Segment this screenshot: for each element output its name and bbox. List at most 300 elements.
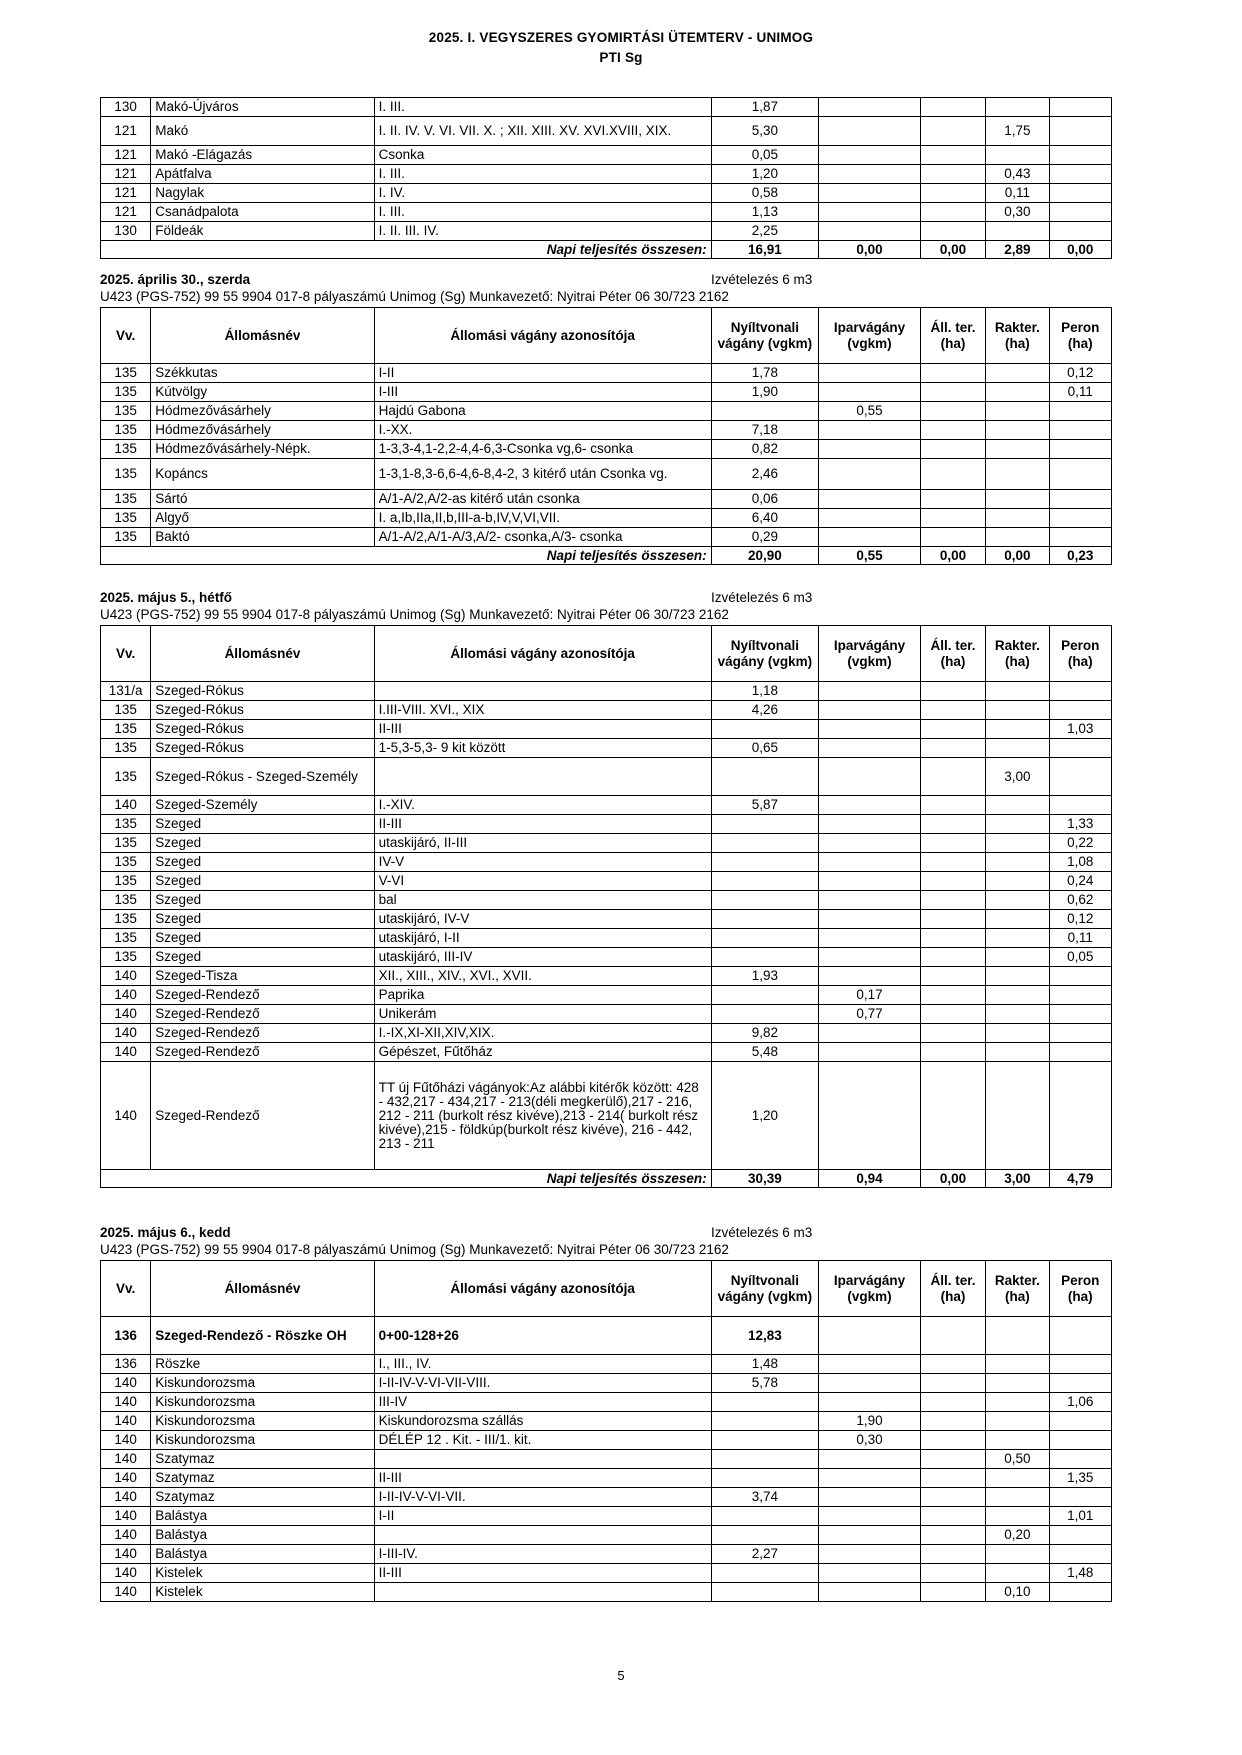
cell-track-id: I.-XIV.	[374, 796, 711, 815]
day-date: 2025. április 30., szerda	[100, 272, 251, 287]
cell-yard-area	[986, 910, 1049, 929]
cell-station-name: Balástya	[151, 1507, 374, 1526]
cell-line-km: 1,20	[711, 165, 819, 184]
cell-line-number: 135	[101, 440, 151, 459]
cell-yard-area	[986, 1317, 1049, 1355]
cell-station-name: Szeged-Tisza	[151, 967, 374, 986]
cell-track-id: I-III	[374, 383, 711, 402]
cell-line-number: 130	[101, 98, 151, 117]
cell-station-name: Szeged	[151, 948, 374, 967]
cell-station-area	[920, 1317, 985, 1355]
cell-track-id: III-IV	[374, 1393, 711, 1412]
cell-track-id: Kiskundorozsma szállás	[374, 1412, 711, 1431]
cell-station-name: Földeák	[151, 222, 374, 241]
cell-yard-area	[986, 509, 1049, 528]
cell-industrial-km	[819, 165, 921, 184]
cell-industrial-km	[819, 1062, 921, 1170]
cell-yard-area	[986, 383, 1049, 402]
cell-station-area	[920, 910, 985, 929]
cell-station-area	[920, 1393, 985, 1412]
cell-industrial-km	[819, 490, 921, 509]
cell-industrial-km	[819, 815, 921, 834]
daily-total-value: 0,00	[986, 547, 1049, 565]
schedule-table	[100, 625, 1112, 1188]
table-row	[101, 1488, 1112, 1507]
cell-yard-area	[986, 1507, 1049, 1526]
table-row	[101, 1450, 1112, 1469]
daily-total-row	[101, 241, 1112, 259]
cell-line-km: 0,82	[711, 440, 819, 459]
cell-line-km	[711, 834, 819, 853]
cell-yard-area	[986, 146, 1049, 165]
cell-platform-area: 1,35	[1049, 1469, 1111, 1488]
cell-yard-area	[986, 490, 1049, 509]
cell-line-number: 135	[101, 929, 151, 948]
table-row	[101, 440, 1112, 459]
cell-platform-area	[1049, 1545, 1111, 1564]
cell-platform-area	[1049, 701, 1111, 720]
cell-line-number: 121	[101, 184, 151, 203]
daily-total-value: 0,00	[819, 241, 921, 259]
cell-station-name: Makó -Elágazás	[151, 146, 374, 165]
table-row	[101, 490, 1112, 509]
table-row	[101, 872, 1112, 891]
cell-station-area	[920, 402, 985, 421]
cell-line-km: 2,25	[711, 222, 819, 241]
cell-yard-area	[986, 1005, 1049, 1024]
cell-track-id: I-III-IV.	[374, 1545, 711, 1564]
cell-line-km: 1,93	[711, 967, 819, 986]
cell-platform-area	[1049, 967, 1111, 986]
cell-platform-area	[1049, 421, 1111, 440]
cell-station-name: Szeged	[151, 834, 374, 853]
cell-station-name: Szeged-Rendező	[151, 1043, 374, 1062]
cell-line-km	[711, 1507, 819, 1526]
cell-station-area	[920, 1355, 985, 1374]
cell-station-area	[920, 1043, 985, 1062]
cell-station-area	[920, 1564, 985, 1583]
cell-track-id: I. II. III. IV.	[374, 222, 711, 241]
cell-line-km: 3,74	[711, 1488, 819, 1507]
document-title: 2025. I. VEGYSZERES GYOMIRTÁSI ÜTEMTERV - UNIMOG	[428, 30, 814, 45]
cell-line-km: 0,05	[711, 146, 819, 165]
cell-industrial-km	[819, 1507, 921, 1526]
cell-yard-area	[986, 1062, 1049, 1170]
cell-platform-area	[1049, 739, 1111, 758]
cell-line-number: 140	[101, 1431, 151, 1450]
cell-station-area	[920, 528, 985, 547]
cell-track-id: I-II	[374, 1507, 711, 1526]
table-row	[101, 910, 1112, 929]
cell-line-number: 121	[101, 117, 151, 146]
cell-track-id: utaskijáró, II-III	[374, 834, 711, 853]
header-track-id: Állomási vágány azonosítója	[374, 1261, 711, 1317]
header-industrial-track: Iparvágány (vgkm)	[819, 1261, 921, 1317]
cell-yard-area	[986, 364, 1049, 383]
cell-station-name: Szeged	[151, 853, 374, 872]
table-row	[101, 701, 1112, 720]
cell-station-name: Szatymaz	[151, 1469, 374, 1488]
cell-industrial-km	[819, 891, 921, 910]
schedule-table	[100, 97, 1112, 259]
cell-platform-area: 0,24	[1049, 872, 1111, 891]
cell-track-id	[374, 1526, 711, 1545]
cell-industrial-km	[819, 834, 921, 853]
schedule-section-apr30	[100, 307, 1112, 565]
cell-track-id: TT új Fűtőházi vágányok:Az alábbi kitérők között: 428 - 432,217 - 434,217 - 213(déli megkerülő),217 - 216, 212 - 211 (burkolt rész kivéve),213 - 214( burkolt rész kivéve),215 - földkúp(burkolt rész kivéve), 216 - 442, 213 - 211	[374, 1062, 711, 1170]
header-station-area: Áll. ter. (ha)	[920, 308, 985, 364]
cell-station-area	[920, 421, 985, 440]
cell-track-id: II-III	[374, 720, 711, 739]
cell-platform-area: 1,03	[1049, 720, 1111, 739]
header-platform: Peron (ha)	[1049, 308, 1111, 364]
cell-line-km: 1,18	[711, 682, 819, 701]
cell-station-name: Szeged	[151, 891, 374, 910]
cell-industrial-km: 0,17	[819, 986, 921, 1005]
cell-track-id: I-II-IV-V-VI-VII.	[374, 1488, 711, 1507]
cell-station-area	[920, 1526, 985, 1545]
cell-station-name: Szeged-Rókus	[151, 739, 374, 758]
cell-industrial-km	[819, 1469, 921, 1488]
cell-line-km: 5,87	[711, 796, 819, 815]
cell-platform-area: 0,22	[1049, 834, 1111, 853]
schedule-section-may6	[100, 1260, 1112, 1602]
crew-info: U423 (PGS-752) 99 55 9904 017-8 pályaszámú Unimog (Sg) Munkavezető: Nyitrai Péter 06 30/723 2162	[100, 289, 729, 304]
refill-note: Izvételezés 6 m3	[711, 590, 813, 605]
cell-industrial-km	[819, 440, 921, 459]
cell-track-id	[374, 682, 711, 701]
cell-station-area	[920, 383, 985, 402]
cell-line-km: 0,65	[711, 739, 819, 758]
table-row	[101, 853, 1112, 872]
cell-yard-area: 0,30	[986, 203, 1049, 222]
cell-station-name: Szeged	[151, 929, 374, 948]
cell-yard-area: 3,00	[986, 758, 1049, 796]
cell-station-area	[920, 796, 985, 815]
cell-track-id: DÉLÉP 12 . Kit. - III/1. kit.	[374, 1431, 711, 1450]
cell-station-name: Kiskundorozsma	[151, 1431, 374, 1450]
cell-station-area	[920, 146, 985, 165]
cell-station-area	[920, 509, 985, 528]
cell-track-id	[374, 1583, 711, 1602]
cell-industrial-km	[819, 739, 921, 758]
cell-platform-area	[1049, 203, 1111, 222]
cell-line-km	[711, 872, 819, 891]
document-subtitle: PTI Sg	[599, 50, 643, 65]
cell-station-name: Kistelek	[151, 1564, 374, 1583]
cell-platform-area	[1049, 1450, 1111, 1469]
cell-station-area	[920, 1024, 985, 1043]
cell-platform-area	[1049, 1062, 1111, 1170]
cell-line-km: 1,78	[711, 364, 819, 383]
cell-industrial-km	[819, 1564, 921, 1583]
cell-track-id: 0+00-128+26	[374, 1317, 711, 1355]
cell-line-number: 140	[101, 1583, 151, 1602]
table-row	[101, 948, 1112, 967]
cell-industrial-km	[819, 1488, 921, 1507]
table-row	[101, 929, 1112, 948]
table-row	[101, 1062, 1112, 1170]
cell-line-number: 140	[101, 1024, 151, 1043]
cell-line-number: 135	[101, 758, 151, 796]
cell-station-area	[920, 490, 985, 509]
cell-platform-area: 1,06	[1049, 1393, 1111, 1412]
daily-total-value: 0,23	[1049, 547, 1111, 565]
cell-station-area	[920, 440, 985, 459]
cell-track-id: I.III-VIII. XVI., XIX	[374, 701, 711, 720]
cell-track-id: I., III., IV.	[374, 1355, 711, 1374]
cell-line-number: 135	[101, 383, 151, 402]
cell-station-name: Hódmezővásárhely	[151, 402, 374, 421]
cell-line-number: 135	[101, 509, 151, 528]
cell-station-name: Hódmezővásárhely	[151, 421, 374, 440]
cell-yard-area	[986, 1043, 1049, 1062]
cell-line-km	[711, 986, 819, 1005]
schedule-section-may5	[100, 625, 1112, 1188]
cell-line-km	[711, 929, 819, 948]
table-header-row	[101, 626, 1112, 682]
table-row	[101, 117, 1112, 146]
cell-platform-area	[1049, 528, 1111, 547]
cell-line-km: 5,48	[711, 1043, 819, 1062]
header-track-id: Állomási vágány azonosítója	[374, 308, 711, 364]
header-industrial-track: Iparvágány (vgkm)	[819, 308, 921, 364]
cell-line-number: 140	[101, 1488, 151, 1507]
cell-track-id: I. IV.	[374, 184, 711, 203]
cell-track-id: Unikerám	[374, 1005, 711, 1024]
table-row	[101, 383, 1112, 402]
cell-station-name: Balástya	[151, 1526, 374, 1545]
cell-platform-area	[1049, 402, 1111, 421]
cell-industrial-km	[819, 184, 921, 203]
cell-yard-area	[986, 459, 1049, 490]
cell-industrial-km	[819, 509, 921, 528]
cell-industrial-km	[819, 796, 921, 815]
cell-track-id: V-VI	[374, 872, 711, 891]
header-platform: Peron (ha)	[1049, 626, 1111, 682]
cell-yard-area	[986, 1431, 1049, 1450]
table-row	[101, 203, 1112, 222]
cell-yard-area	[986, 891, 1049, 910]
cell-line-number: 136	[101, 1355, 151, 1374]
cell-line-number: 135	[101, 834, 151, 853]
cell-track-id: I. III.	[374, 165, 711, 184]
cell-station-name: Kistelek	[151, 1583, 374, 1602]
cell-yard-area	[986, 421, 1049, 440]
cell-station-area	[920, 872, 985, 891]
table-row	[101, 459, 1112, 490]
day-date: 2025. május 6., kedd	[100, 1225, 231, 1240]
cell-line-number: 135	[101, 910, 151, 929]
cell-line-km	[711, 1393, 819, 1412]
cell-station-area	[920, 720, 985, 739]
table-row	[101, 986, 1112, 1005]
daily-total-value: 30,39	[711, 1170, 819, 1188]
cell-line-number: 140	[101, 1393, 151, 1412]
header-platform: Peron (ha)	[1049, 1261, 1111, 1317]
cell-station-area	[920, 834, 985, 853]
header-station-area: Áll. ter. (ha)	[920, 626, 985, 682]
cell-line-number: 135	[101, 872, 151, 891]
cell-station-name: Nagylak	[151, 184, 374, 203]
cell-industrial-km	[819, 1374, 921, 1393]
table-row	[101, 1355, 1112, 1374]
cell-station-name: Szeged	[151, 910, 374, 929]
cell-yard-area	[986, 967, 1049, 986]
cell-industrial-km	[819, 364, 921, 383]
table-row	[101, 720, 1112, 739]
cell-line-number: 121	[101, 165, 151, 184]
cell-line-km	[711, 1469, 819, 1488]
cell-line-number: 135	[101, 402, 151, 421]
cell-station-area	[920, 203, 985, 222]
cell-station-area	[920, 1469, 985, 1488]
cell-line-number: 140	[101, 1450, 151, 1469]
table-row	[101, 834, 1112, 853]
cell-line-number: 135	[101, 364, 151, 383]
cell-platform-area: 0,11	[1049, 383, 1111, 402]
cell-industrial-km	[819, 421, 921, 440]
cell-line-number: 135	[101, 701, 151, 720]
cell-yard-area: 1,75	[986, 117, 1049, 146]
cell-line-number: 130	[101, 222, 151, 241]
table-header-row	[101, 1261, 1112, 1317]
cell-yard-area: 0,50	[986, 1450, 1049, 1469]
cell-yard-area: 0,43	[986, 165, 1049, 184]
cell-platform-area	[1049, 1431, 1111, 1450]
header-industrial-track: Iparvágány (vgkm)	[819, 626, 921, 682]
cell-station-name: Szeged-Rókus	[151, 701, 374, 720]
cell-line-number: 131/a	[101, 682, 151, 701]
cell-station-area	[920, 853, 985, 872]
daily-total-value: 0,00	[920, 547, 985, 565]
cell-yard-area	[986, 815, 1049, 834]
cell-platform-area	[1049, 146, 1111, 165]
cell-line-km	[711, 891, 819, 910]
cell-station-name: Szeged-Rókus - Szeged-Személy	[151, 758, 374, 796]
header-vv: Vv.	[101, 1261, 151, 1317]
table-header-row	[101, 308, 1112, 364]
cell-industrial-km	[819, 459, 921, 490]
cell-platform-area	[1049, 98, 1111, 117]
cell-yard-area	[986, 796, 1049, 815]
header-station-name: Állomásnév	[151, 626, 374, 682]
cell-line-km: 12,83	[711, 1317, 819, 1355]
cell-industrial-km	[819, 203, 921, 222]
cell-station-name: Kiskundorozsma	[151, 1393, 374, 1412]
cell-track-id: I-II-IV-V-VI-VII-VIII.	[374, 1374, 711, 1393]
cell-platform-area	[1049, 1412, 1111, 1431]
daily-total-value: 0,94	[819, 1170, 921, 1188]
cell-track-id: Gépészet, Fűtőház	[374, 1043, 711, 1062]
cell-yard-area	[986, 1545, 1049, 1564]
cell-track-id: I. a,Ib,IIa,II,b,III-a-b,IV,V,VI,VII.	[374, 509, 711, 528]
daily-total-value: 0,00	[920, 1170, 985, 1188]
cell-line-number: 135	[101, 490, 151, 509]
cell-industrial-km	[819, 1043, 921, 1062]
cell-station-name: Kiskundorozsma	[151, 1412, 374, 1431]
header-track-id: Állomási vágány azonosítója	[374, 626, 711, 682]
table-row	[101, 528, 1112, 547]
daily-total-label: Napi teljesítés összesen:	[101, 547, 712, 565]
cell-station-name: Szeged	[151, 872, 374, 891]
cell-station-area	[920, 98, 985, 117]
cell-yard-area	[986, 1469, 1049, 1488]
cell-line-number: 140	[101, 1526, 151, 1545]
cell-industrial-km	[819, 929, 921, 948]
cell-industrial-km	[819, 1526, 921, 1545]
cell-yard-area	[986, 1564, 1049, 1583]
table-row	[101, 758, 1112, 796]
cell-station-area	[920, 1412, 985, 1431]
daily-total-value: 2,89	[986, 241, 1049, 259]
cell-platform-area: 1,08	[1049, 853, 1111, 872]
cell-industrial-km	[819, 98, 921, 117]
cell-platform-area: 0,05	[1049, 948, 1111, 967]
day-date: 2025. május 5., hétfő	[100, 590, 233, 605]
cell-yard-area	[986, 948, 1049, 967]
cell-yard-area	[986, 1393, 1049, 1412]
cell-line-number: 140	[101, 1507, 151, 1526]
cell-line-km	[711, 1564, 819, 1583]
cell-station-name: Algyő	[151, 509, 374, 528]
cell-industrial-km: 0,77	[819, 1005, 921, 1024]
cell-platform-area	[1049, 222, 1111, 241]
cell-line-number: 140	[101, 1469, 151, 1488]
schedule-table	[100, 1260, 1112, 1602]
cell-station-area	[920, 459, 985, 490]
cell-industrial-km	[819, 1545, 921, 1564]
cell-station-area	[920, 1374, 985, 1393]
cell-industrial-km	[819, 967, 921, 986]
cell-platform-area	[1049, 459, 1111, 490]
cell-track-id: I. III.	[374, 203, 711, 222]
cell-station-name: Hódmezővásárhely-Népk.	[151, 440, 374, 459]
cell-platform-area	[1049, 1043, 1111, 1062]
cell-station-area	[920, 891, 985, 910]
cell-platform-area	[1049, 758, 1111, 796]
table-row	[101, 796, 1112, 815]
cell-line-number: 140	[101, 1412, 151, 1431]
cell-yard-area: 0,11	[986, 184, 1049, 203]
cell-platform-area	[1049, 1488, 1111, 1507]
cell-track-id	[374, 1450, 711, 1469]
cell-station-name: Csanádpalota	[151, 203, 374, 222]
header-line-track: Nyíltvonali vágány (vgkm)	[711, 626, 819, 682]
cell-track-id: I-II	[374, 364, 711, 383]
cell-track-id: Paprika	[374, 986, 711, 1005]
cell-station-name: Szeged-Rókus	[151, 682, 374, 701]
cell-platform-area	[1049, 1374, 1111, 1393]
table-row	[101, 222, 1112, 241]
table-row	[101, 146, 1112, 165]
cell-station-name: Szatymaz	[151, 1450, 374, 1469]
table-row	[101, 682, 1112, 701]
header-yard: Rakter. (ha)	[986, 1261, 1049, 1317]
table-row	[101, 1317, 1112, 1355]
cell-track-id: I. III.	[374, 98, 711, 117]
cell-station-name: Szeged-Rendező - Röszke OH	[151, 1317, 374, 1355]
cell-station-area	[920, 1450, 985, 1469]
cell-yard-area	[986, 528, 1049, 547]
cell-track-id: IV-V	[374, 853, 711, 872]
cell-line-number: 140	[101, 1005, 151, 1024]
cell-line-km: 9,82	[711, 1024, 819, 1043]
cell-line-km: 4,26	[711, 701, 819, 720]
cell-yard-area	[986, 1374, 1049, 1393]
cell-platform-area: 0,12	[1049, 910, 1111, 929]
cell-track-id: II-III	[374, 1564, 711, 1583]
